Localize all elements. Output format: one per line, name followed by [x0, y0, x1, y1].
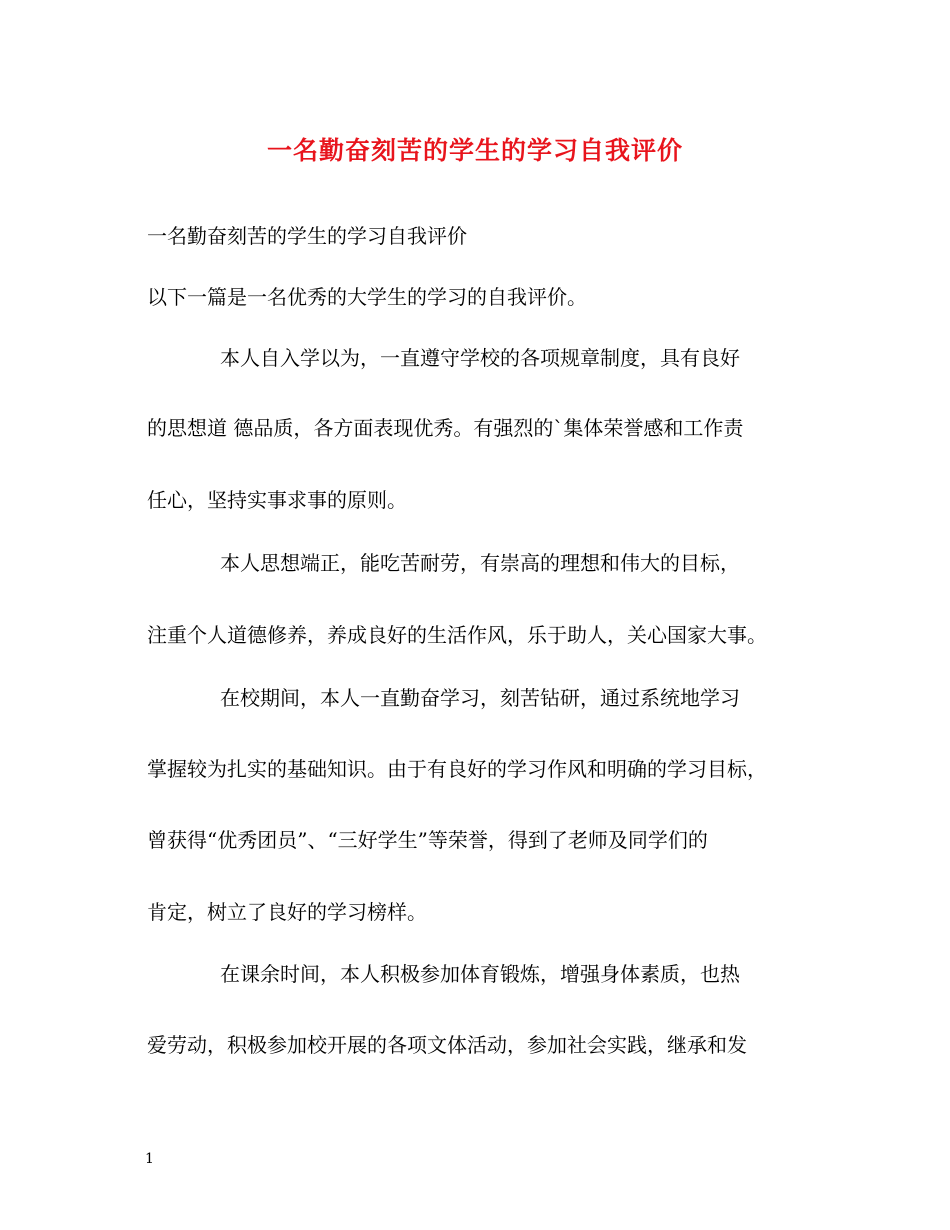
text-line: 爱劳动，积极参加校开展的各项文体活动，参加社会实践，继承和发	[147, 1033, 747, 1057]
document-title: 一名勤奋刻苦的学生的学习自我评价	[266, 136, 683, 165]
text-line: 以下一篇是一名优秀的大学生的学习的自我评价。	[147, 285, 587, 309]
text-line: 肯定，树立了良好的学习榜样。	[147, 900, 427, 924]
text-line: 一名勤奋刻苦的学生的学习自我评价	[147, 224, 467, 248]
paragraph-first-line: 在校期间，本人一直勤奋学习，刻苦钻研，通过系统地学习	[220, 686, 740, 710]
paragraph-first-line: 在课余时间，本人积极参加体育锻炼，增强身体素质，也热	[220, 962, 740, 986]
paragraph-first-line: 本人思想端正，能吃苦耐劳，有崇高的理想和伟大的目标，	[220, 551, 740, 575]
text-line: 掌握较为扎实的基础知识。由于有良好的学习作风和明确的学习目标，	[147, 757, 767, 781]
text-line: 任心，坚持实事求事的原则。	[147, 488, 407, 512]
page-number: 1	[145, 1151, 154, 1167]
text-line: 的思想道 德品质，各方面表现优秀。有强烈的`集体荣誉感和工作责	[147, 416, 744, 440]
text-line: 曾获得“优秀团员”、“三好学生”等荣誉，得到了老师及同学们的	[147, 828, 708, 852]
text-line: 注重个人道德修养，养成良好的生活作风，乐于助人，关心国家大事。	[147, 623, 767, 647]
paragraph-first-line: 本人自入学以为，一直遵守学校的各项规章制度，具有良好	[220, 346, 740, 370]
